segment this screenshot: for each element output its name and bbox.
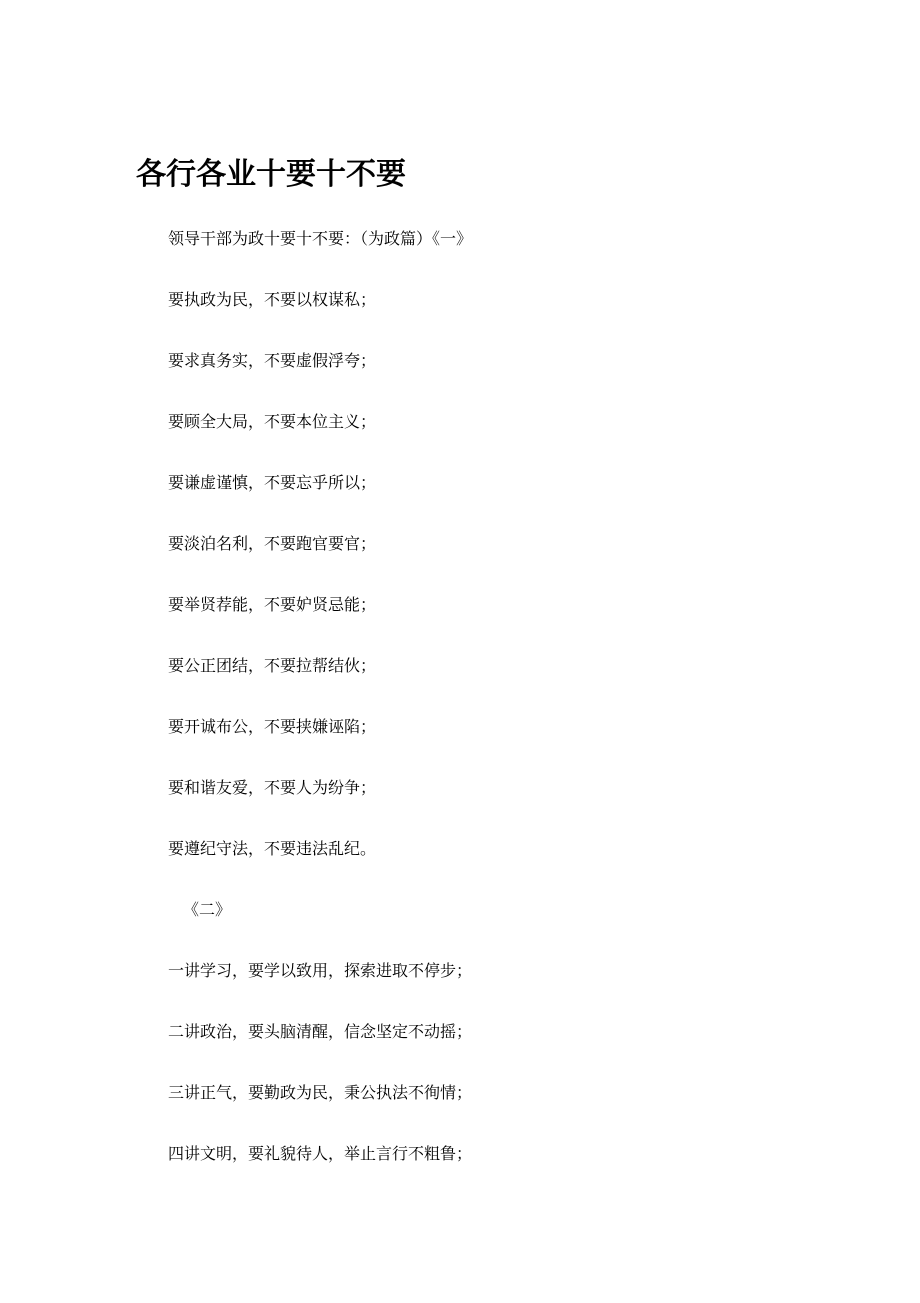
list-item-3: 要顾全大局，不要本位主义； bbox=[168, 414, 377, 431]
list-item-14: 四讲文明，要礼貌待人，举止言行不粗鲁； bbox=[168, 1146, 473, 1163]
list-item-8: 要开诚布公，不要挟嫌诬陷； bbox=[168, 719, 377, 736]
list-item-2: 要求真务实，不要虚假浮夸； bbox=[168, 353, 377, 370]
list-item-9: 要和谐友爱，不要人为纷争； bbox=[168, 780, 377, 797]
list-item-12: 二讲政治，要头脑清醒，信念坚定不动摇； bbox=[168, 1024, 473, 1041]
list-item-1: 要执政为民，不要以权谋私； bbox=[168, 292, 377, 309]
list-item-11: 一讲学习，要学以致用，探索进取不停步； bbox=[168, 963, 473, 980]
list-item-5: 要淡泊名利，不要跑官要官； bbox=[168, 536, 377, 553]
document-title: 各行各业十要十不要 bbox=[136, 158, 406, 191]
list-item-6: 要举贤荐能，不要妒贤忌能； bbox=[168, 597, 377, 614]
document-body bbox=[168, 232, 828, 1208]
section-two-marker: 《二》 bbox=[183, 902, 232, 919]
list-item-13: 三讲正气，要勤政为民，秉公执法不徇情； bbox=[168, 1085, 473, 1102]
list-item-4: 要谦虚谨慎，不要忘乎所以； bbox=[168, 475, 377, 492]
list-item-10: 要遵纪守法，不要违法乱纪。 bbox=[168, 841, 377, 858]
list-item-7: 要公正团结，不要拉帮结伙； bbox=[168, 658, 377, 675]
intro-line: 领导干部为政十要十不要：（为政篇）《一》 bbox=[168, 231, 473, 248]
